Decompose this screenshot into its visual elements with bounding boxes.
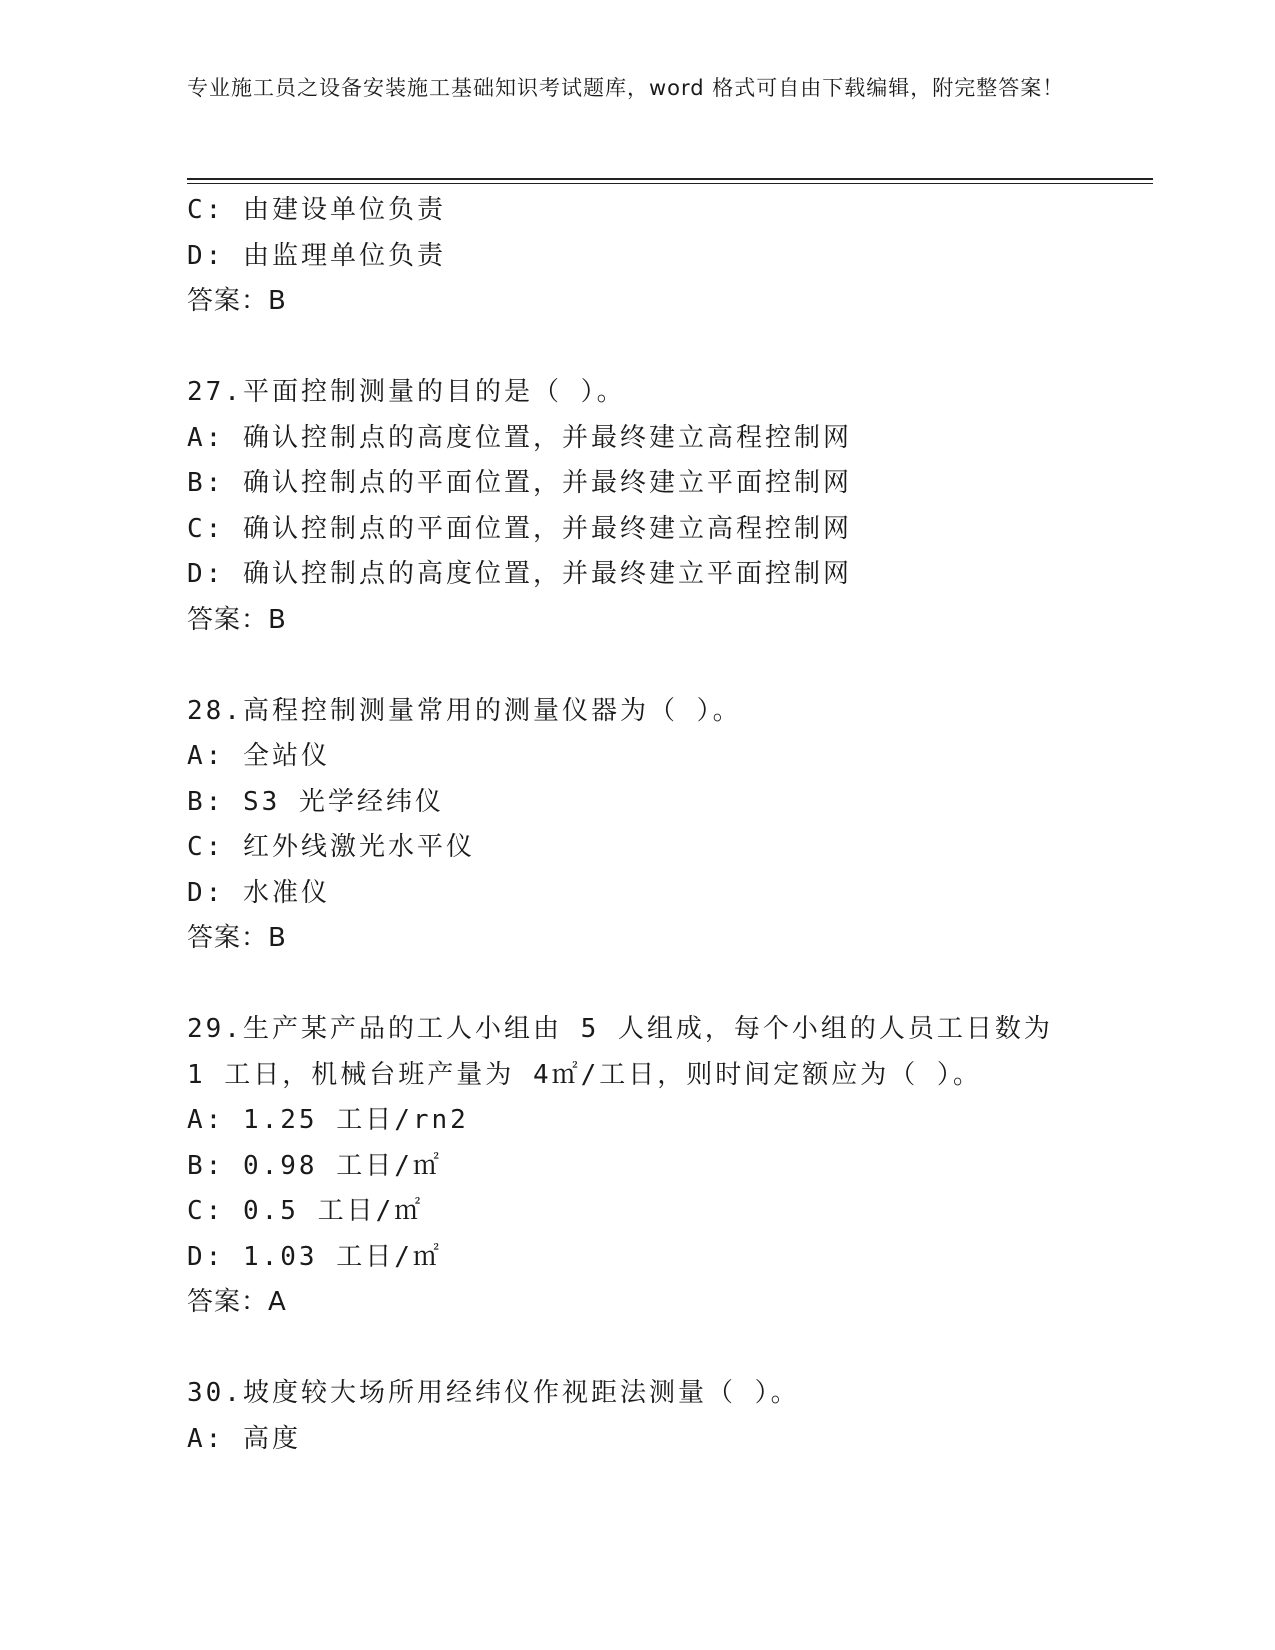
option-b: B: 确认控制点的平面位置，并最终建立平面控制网 [187, 468, 852, 498]
option-a: A: 高度 [187, 1423, 301, 1454]
answer-line: 答案：B [187, 604, 287, 635]
spacer [187, 325, 1087, 371]
option-c: C: 0.5 工日/㎡ [187, 1196, 424, 1226]
spacer [187, 1326, 1087, 1372]
question-stem: 29.生产某产品的工人小组由 5 人组成，每个小组的人员工日数为 1 工日，机械台班产量为 4㎡/工日，则时间定额应为（ ）。 [187, 1014, 1053, 1090]
option-d: D: 1.03 工日/㎡ [187, 1241, 442, 1272]
question-stem: 27.平面控制测量的目的是（ ）。 [187, 377, 626, 407]
option-d: D: 由监理单位负责 [187, 240, 446, 271]
question-29 [187, 1007, 1087, 1326]
answer-line: 答案：B [187, 923, 287, 953]
question-stem: 28.高程控制测量常用的测量仪器为（ ）。 [187, 695, 742, 726]
question-27 [187, 370, 1087, 643]
option-c: C: 由建设单位负责 [187, 195, 446, 225]
question-30 [187, 1371, 1087, 1462]
question-content [187, 188, 1087, 1462]
question-stem: 30.坡度较大场所用经纬仪作视距法测量（ ）。 [187, 1378, 800, 1408]
document-header: 专业施工员之设备安装施工基础知识考试题库，word 格式可自由下载编辑，附完整答案！ [187, 76, 1065, 100]
option-a: A: 确认控制点的高度位置，并最终建立高程控制网 [187, 422, 852, 453]
answer-line: 答案：B [187, 286, 287, 316]
option-b: B: S3 光学经纬仪 [187, 786, 444, 817]
header-rule-thick [187, 178, 1153, 180]
option-d: D: 确认控制点的高度位置，并最终建立平面控制网 [187, 559, 852, 589]
option-c: C: 红外线激光水平仪 [187, 832, 475, 862]
question-26-continued [187, 188, 1087, 325]
question-28 [187, 689, 1087, 962]
option-b: B: 0.98 工日/㎡ [187, 1150, 442, 1181]
header-rule-thin [187, 183, 1153, 184]
option-a: A: 全站仪 [187, 741, 330, 771]
option-a: A: 1.25 工日/rn2 [187, 1105, 469, 1135]
spacer [187, 962, 1087, 1008]
option-d: D: 水准仪 [187, 877, 330, 908]
answer-line: 答案：A [187, 1287, 287, 1317]
spacer [187, 643, 1087, 689]
option-c: C: 确认控制点的平面位置，并最终建立高程控制网 [187, 513, 852, 544]
